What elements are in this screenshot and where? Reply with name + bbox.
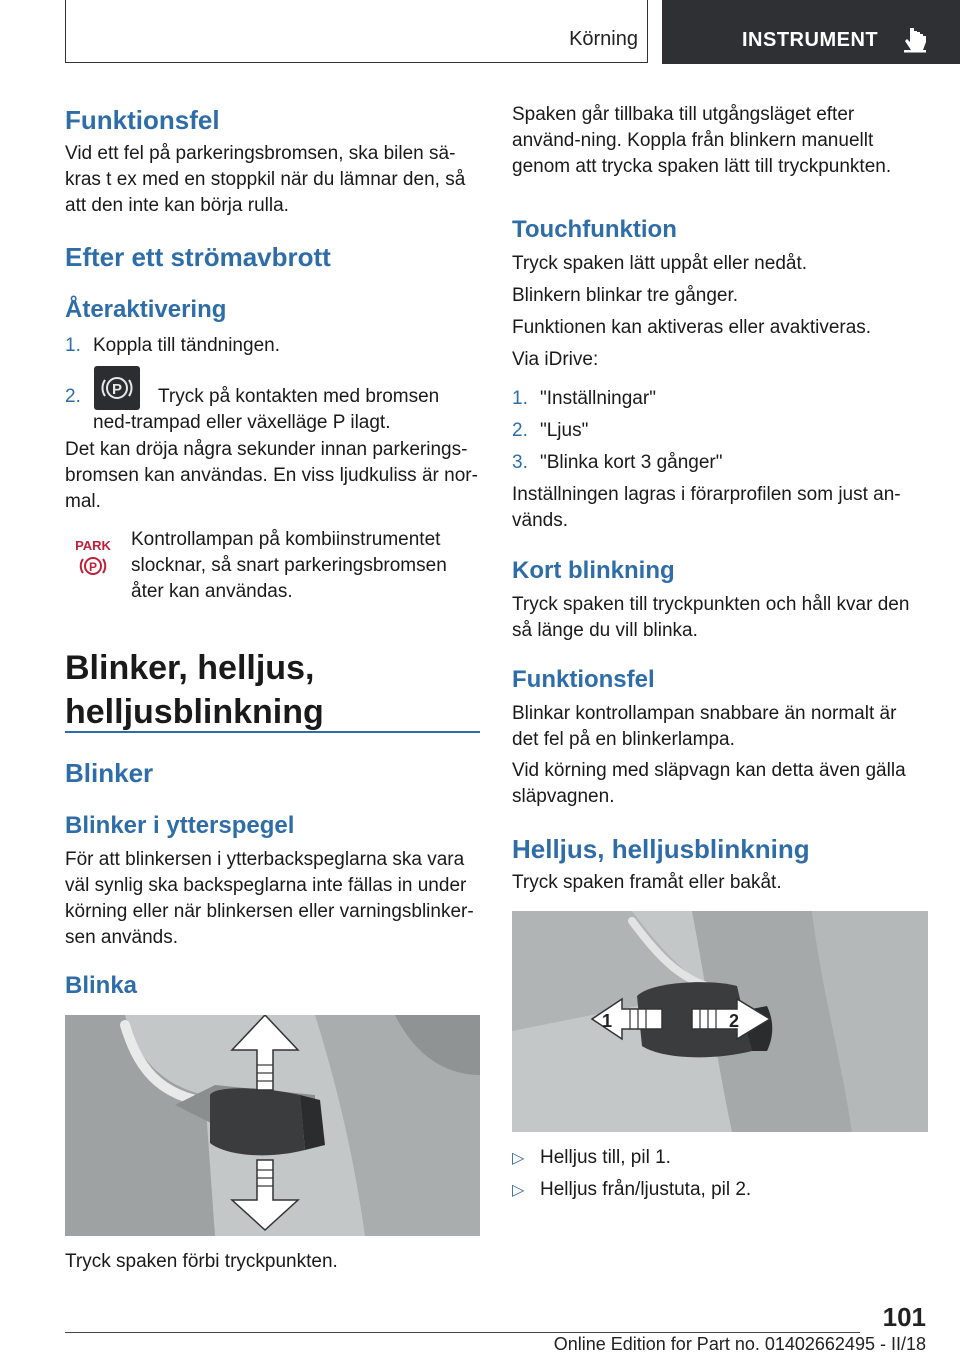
step-text: Tryck på kontakten med bromsen ned-trampad eller växelläge P ilagt. <box>93 386 440 433</box>
heading-ateraktivering: Återaktivering <box>65 296 227 323</box>
paragraph-kort: Tryck spaken till tryckpunkten och håll kvar den så länge du vill blinka. <box>512 594 910 641</box>
list-item <box>512 450 928 476</box>
header-frame <box>65 0 648 63</box>
list-item <box>512 1177 928 1204</box>
arrow-label-2: 2 <box>728 1011 740 1031</box>
bullet-text: Helljus till, pil 1. <box>540 1147 671 1168</box>
chapter-heading-line1: Blinker, helljus, <box>65 649 315 687</box>
heading-blinka: Blinka <box>65 972 138 999</box>
paragraph-intro: Spaken går tillbaka till utgångsläget efter använd-ning. Koppla från blinkern manuellt genom att trycka spaken lätt till tryckpunkten. <box>512 104 892 177</box>
chapter-tab[interactable] <box>662 0 960 64</box>
bullet-triangle-icon: ▷ <box>512 1182 525 1199</box>
list-item <box>512 418 928 444</box>
paragraph-touch4: Via iDrive: <box>512 349 599 370</box>
arrow-label-1: 1 <box>601 1011 613 1031</box>
paragraph-funktionsfel: Vid ett fel på parkeringsbromsen, ska bilen sä-kras t ex med en stoppkil när du lämnar den, så att den inte kan börja rulla. <box>65 143 466 216</box>
paragraph-fel2: Vid körning med släpvagn kan detta även gälla släpvagnen. <box>512 760 906 807</box>
paragraph-touch1: Tryck spaken lätt uppåt eller nedåt. <box>512 253 808 274</box>
lever-forward-back-illustration <box>512 911 928 1132</box>
section-title: Körning <box>569 28 638 50</box>
caption-blinka: Tryck spaken förbi tryckpunkten. <box>65 1251 338 1272</box>
paragraph-droja: Det kan dröja några sekunder innan parkerings-bromsen kan användas. En viss ljudkuliss är nor-mal. <box>65 439 478 512</box>
list-item <box>512 1145 928 1172</box>
paragraph-touch2: Blinkern blinkar tre gånger. <box>512 285 739 306</box>
step-number: 3. <box>512 452 528 473</box>
bullet-text: Helljus från/ljustuta, pil 2. <box>540 1179 752 1200</box>
footer-edition: Online Edition for Part no. 01402662495 - II/18 <box>553 1334 926 1354</box>
paragraph-kontrollampa: Kontrollampan på kombiinstrumentet slocknar, så snart parkeringsbromsen åter kan användas. <box>131 529 447 602</box>
hand-pointer-icon <box>900 24 930 54</box>
chapter-heading <box>65 646 480 734</box>
step-text: "Inställningar" <box>540 388 656 409</box>
step-number: 1. <box>65 335 81 356</box>
switch-p-label: P <box>111 381 123 398</box>
paragraph-ytterspegel: För att blinkersen i ytterbackspeglarna ska vara väl synlig ska backspeglarna inte fällas in under körning eller när blinkersen eller varningsblinker-sen används. <box>65 849 474 948</box>
chapter-heading-line2: helljusblinkning <box>65 693 324 731</box>
heading-stromavbrott: Efter ett strömavbrott <box>65 242 331 272</box>
page-number: 101 <box>882 1302 926 1332</box>
heading-ytterspegel: Blinker i ytterspegel <box>65 812 295 839</box>
bullet-triangle-icon: ▷ <box>512 1150 525 1167</box>
paragraph-touch3: Funktionen kan aktiveras eller avaktiveras. <box>512 317 872 338</box>
step-text: Koppla till tändningen. <box>93 335 280 356</box>
park-warning-lamp-icon <box>74 537 112 579</box>
step-text: "Blinka kort 3 gånger" <box>540 452 723 473</box>
park-p-label: P <box>88 560 98 574</box>
step-text: "Ljus" <box>540 420 589 441</box>
footer-rule <box>65 1332 860 1333</box>
list-item <box>512 386 928 412</box>
paragraph-helljus: Tryck spaken framåt eller bakåt. <box>512 872 782 893</box>
step-number: 2. <box>65 386 81 407</box>
chapter-rule <box>65 731 480 733</box>
step-number: 2. <box>512 420 528 441</box>
lever-up-down-illustration <box>65 1015 480 1236</box>
paragraph-installning: Inställningen lagras i förarprofilen som just an-vänds. <box>512 484 901 531</box>
step-number: 1. <box>512 388 528 409</box>
paragraph-fel1: Blinkar kontrollampan snabbare än normalt är det fel på en blinkerlampa. <box>512 703 897 750</box>
heading-funktionsfel: Funktionsfel <box>65 105 220 135</box>
heading-helljus: Helljus, helljusblinkning <box>512 834 810 864</box>
heading-funktionsfel-2: Funktionsfel <box>512 666 655 693</box>
list-item <box>65 333 480 359</box>
heading-kort-blinkning: Kort blinkning <box>512 557 675 584</box>
heading-blinker: Blinker <box>65 758 154 788</box>
park-label: PARK <box>75 538 111 553</box>
chapter-tab-label: INSTRUMENT <box>742 29 879 51</box>
heading-touchfunktion: Touchfunktion <box>512 216 677 243</box>
